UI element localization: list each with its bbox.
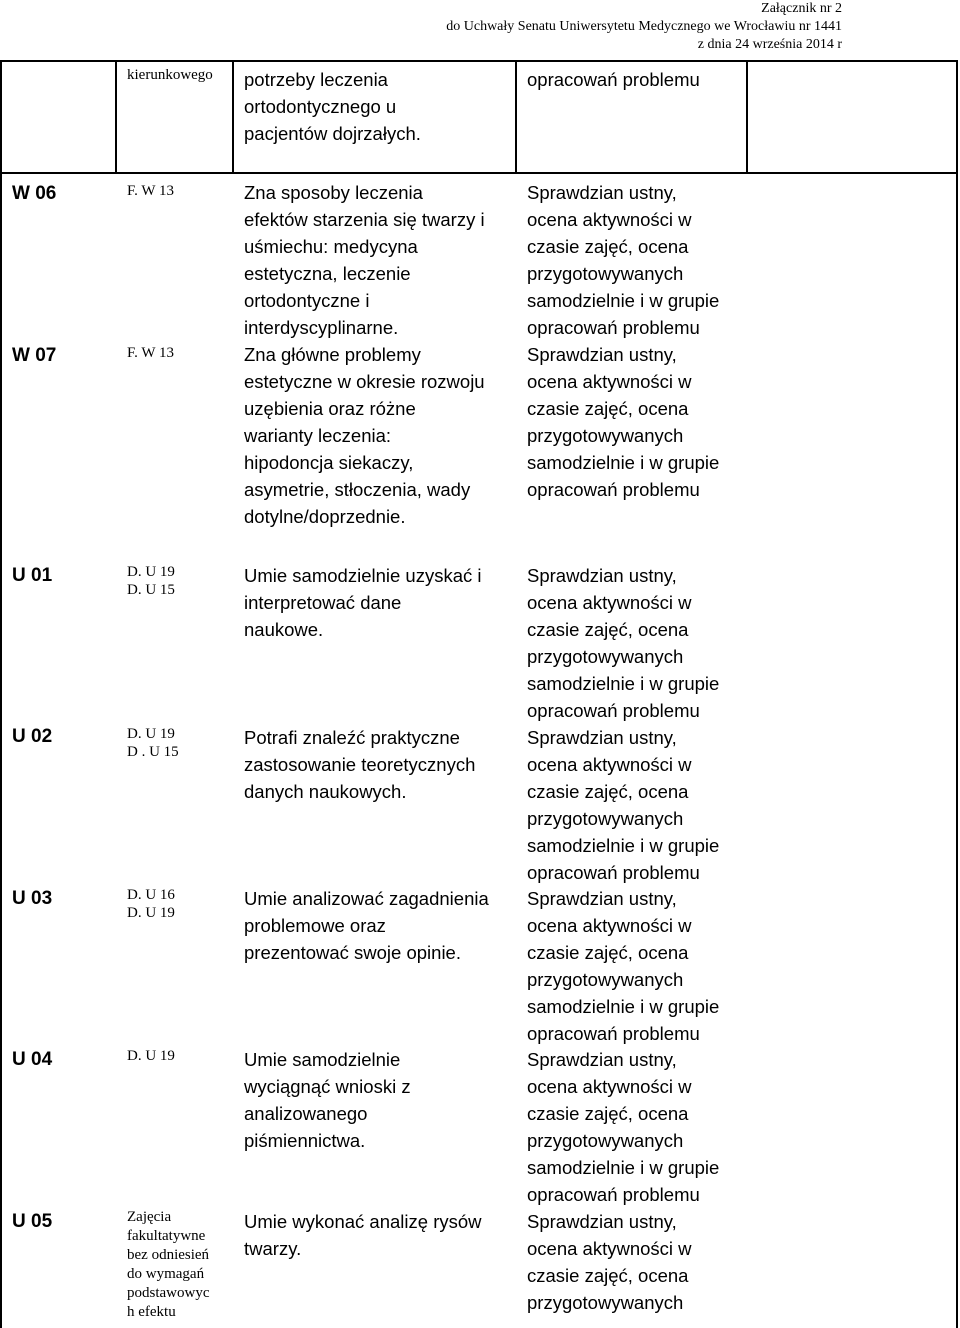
outcome-reference: D. U 19 D. U 15 — [127, 564, 175, 598]
verification-method: Sprawdzian ustny, ocena aktywności w czasie zajęć, ocena przygotowywanych samodzielnie i w grupie opracowań problemu — [527, 182, 720, 338]
outcome-description: Umie analizować zagadnienia problemowe oraz prezentować swoje opinie. — [244, 888, 489, 963]
top-row-divider — [232, 60, 234, 173]
outcome-code: U 05 — [12, 1211, 53, 1232]
top-row-bottom-border — [0, 172, 958, 174]
outcome-code: W 07 — [12, 345, 57, 366]
outcome-description: Zna główne problemy estetyczne w okresie rozwoju uzębienia oraz różne warianty leczenia: hipodoncja siekaczy, asymetrie, stłoczenia, wady dotylne/doprzednie. — [244, 344, 485, 527]
outcome-code: U 04 — [12, 1049, 53, 1070]
verification-method: Sprawdzian ustny, ocena aktywności w czasie zajęć, ocena przygotowywanych samodzielnie i w grupie opracowań problemu — [527, 344, 720, 500]
outcome-code: W 06 — [12, 183, 57, 204]
outcome-code: U 03 — [12, 888, 53, 909]
outcome-description: Umie wykonać analizę rysów twarzy. — [244, 1211, 482, 1259]
top-row-method: opracowań problemu — [527, 69, 700, 90]
verification-method: Sprawdzian ustny, ocena aktywności w czasie zajęć, ocena przygotowywanych samodzielnie i w grupie opracowań problemu — [527, 727, 720, 883]
top-row-description: potrzeby leczenia ortodontycznego u pacjentów dojrzałych. — [244, 69, 421, 144]
verification-method: Sprawdzian ustny, ocena aktywności w czasie zajęć, ocena przygotowywanych samodzielnie i w grupie opracowań problemu — [527, 1049, 720, 1205]
outcome-reference: D. U 16 D. U 19 — [127, 887, 175, 921]
outcome-reference: D. U 19 D . U 15 — [127, 726, 179, 760]
verification-method: Sprawdzian ustny, ocena aktywności w czasie zajęć, ocena przygotowywanych samodzielnie i w grupie opracowań problemu — [527, 888, 720, 1044]
verification-method: Sprawdzian ustny, ocena aktywności w czasie zajęć, ocena przygotowywanych — [527, 1211, 692, 1313]
outcome-description: Potrafi znaleźć praktyczne zastosowanie teoretycznych danych naukowych. — [244, 727, 476, 802]
outcome-reference: Zajęcia fakultatywne bez odniesień do wymagań podstawowyc h efektu — [127, 1209, 210, 1320]
resolution-date: z dnia 24 września 2014 r — [697, 37, 842, 52]
outcome-description: Umie samodzielnie wyciągnąć wnioski z analizowanego piśmiennictwa. — [244, 1049, 411, 1151]
outcome-reference: F. W 13 — [127, 183, 175, 199]
outcome-code: U 02 — [12, 726, 53, 747]
outcome-description: Umie samodzielnie uzyskać i interpretować dane naukowe. — [244, 565, 482, 640]
outcome-description: Zna sposoby leczenia efektów starzenia się twarzy i uśmiechu: medycyna estetyczna, leczenie ortodontyczne i interdyscyplinarne. — [244, 182, 485, 338]
resolution-reference: do Uchwały Senatu Uniwersytetu Medycznego we Wrocławiu nr 1441 — [446, 19, 842, 34]
top-row-category: kierunkowego — [127, 67, 213, 83]
verification-method: Sprawdzian ustny, ocena aktywności w czasie zajęć, ocena przygotowywanych samodzielnie i w grupie opracowań problemu — [527, 565, 720, 721]
outcome-reference: F. W 13 — [127, 345, 175, 361]
attachment-number: Załącznik nr 2 — [761, 1, 842, 16]
top-row-divider — [515, 60, 517, 173]
top-row-divider — [746, 60, 748, 173]
document-header — [446, 0, 842, 54]
outcome-reference: D. U 19 — [127, 1048, 175, 1064]
top-row-divider — [115, 60, 117, 173]
outcome-code: U 01 — [12, 565, 53, 586]
